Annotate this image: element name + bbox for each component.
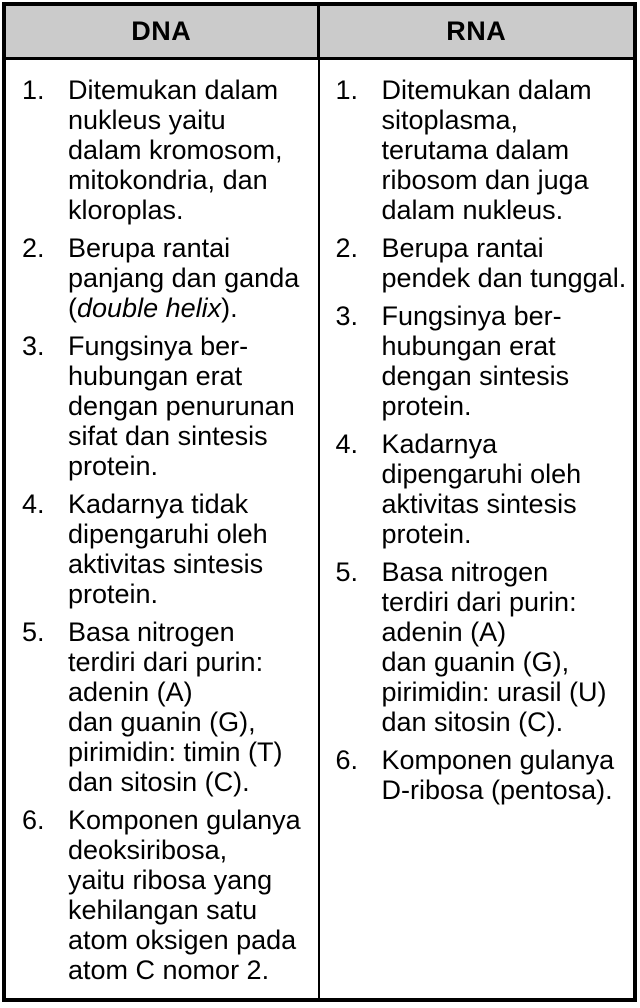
list-item bbox=[22, 617, 314, 797]
item-number: 5. bbox=[335, 557, 359, 587]
item-text bbox=[68, 617, 314, 797]
item-number: 5. bbox=[22, 617, 45, 647]
item-text bbox=[382, 75, 630, 225]
item-number: 4. bbox=[22, 489, 45, 519]
item-line: mitokondria, dan bbox=[68, 165, 268, 195]
item-line: hubungan erat bbox=[68, 361, 243, 391]
rna-column-body bbox=[320, 60, 634, 998]
item-line: sitoplasma, bbox=[381, 105, 519, 135]
item-number: 3. bbox=[22, 331, 45, 361]
item-number: 6. bbox=[22, 805, 45, 835]
column-header-dna: DNA bbox=[6, 6, 320, 57]
item-line: Berupa rantai bbox=[68, 233, 231, 263]
item-line: panjang dan ganda bbox=[68, 263, 300, 293]
item-line: dan guanin (G), bbox=[381, 647, 570, 677]
item-text bbox=[382, 745, 630, 805]
item-line: Basa nitrogen bbox=[381, 557, 549, 587]
item-text bbox=[68, 489, 314, 609]
item-number: 1. bbox=[335, 75, 359, 105]
item-text bbox=[382, 557, 630, 737]
column-header-rna: RNA bbox=[320, 6, 634, 57]
item-text bbox=[68, 805, 314, 985]
item-line: dan sitosin (C). bbox=[68, 767, 250, 797]
item-line: protein. bbox=[68, 451, 159, 481]
item-line: aktivitas sintesis bbox=[68, 549, 264, 579]
item-line: kehilangan satu bbox=[68, 895, 258, 925]
item-line: pendek dan tunggal. bbox=[381, 263, 627, 293]
list-item bbox=[22, 489, 314, 609]
item-line: sifat dan sintesis bbox=[68, 421, 268, 451]
table-body-row bbox=[6, 60, 633, 998]
item-line: terdiri dari purin: bbox=[381, 587, 577, 617]
item-number: 1. bbox=[22, 75, 45, 105]
item-line: pirimidin: timin (T) bbox=[68, 737, 283, 767]
item-line: pirimidin: urasil (U) bbox=[381, 677, 607, 707]
item-line: dan sitosin (C). bbox=[381, 707, 564, 737]
item-text bbox=[382, 233, 630, 293]
item-line: Fungsinya ber- bbox=[68, 331, 249, 361]
item-line: dalam kromosom, bbox=[68, 135, 283, 165]
item-line: D-ribosa (pentosa). bbox=[381, 775, 613, 805]
item-line: protein. bbox=[68, 579, 159, 609]
item-number: 2. bbox=[335, 233, 359, 263]
list-item bbox=[336, 429, 630, 549]
item-text bbox=[68, 233, 314, 323]
list-item bbox=[336, 745, 630, 805]
dna-column-body bbox=[6, 60, 320, 998]
item-line: protein. bbox=[381, 519, 472, 549]
item-number: 4. bbox=[335, 429, 359, 459]
item-line: Ditemukan dalam bbox=[381, 75, 592, 105]
item-line: Basa nitrogen bbox=[68, 617, 235, 647]
item-line: dengan penurunan bbox=[68, 391, 295, 421]
item-line: hubungan erat bbox=[381, 331, 556, 361]
item-text bbox=[382, 429, 630, 549]
item-line: dengan sintesis bbox=[381, 361, 570, 391]
item-line: Berupa rantai bbox=[381, 233, 544, 263]
item-line: Kadarnya bbox=[381, 429, 498, 459]
list-item bbox=[22, 75, 314, 225]
list-item bbox=[22, 805, 314, 985]
list-item bbox=[336, 233, 630, 293]
item-line: dipengaruhi oleh bbox=[381, 459, 582, 489]
item-line: Ditemukan dalam bbox=[68, 75, 279, 105]
item-line: dan guanin (G), bbox=[68, 707, 256, 737]
item-line: ribosom dan juga bbox=[381, 165, 589, 195]
item-line: aktivitas sintesis bbox=[381, 489, 577, 519]
item-number: 2. bbox=[22, 233, 45, 263]
item-text bbox=[68, 75, 314, 225]
item-line: terutama dalam bbox=[381, 135, 570, 165]
item-line: adenin (A) bbox=[381, 617, 507, 647]
item-line: yaitu ribosa yang bbox=[68, 865, 273, 895]
item-line: dalam nukleus. bbox=[381, 195, 564, 225]
item-line: adenin (A) bbox=[68, 677, 193, 707]
item-line: dipengaruhi oleh bbox=[68, 519, 268, 549]
item-line: Komponen gulanya bbox=[381, 745, 615, 775]
item-line: protein. bbox=[381, 391, 472, 421]
table-header-row bbox=[6, 6, 633, 60]
item-line: Fungsinya ber- bbox=[381, 301, 562, 331]
item-text bbox=[382, 301, 630, 421]
list-item bbox=[22, 233, 314, 323]
list-item bbox=[336, 557, 630, 737]
item-text bbox=[68, 331, 314, 481]
item-number: 3. bbox=[335, 301, 359, 331]
item-line: deoksiribosa, bbox=[68, 835, 228, 865]
item-line: atom oksigen pada bbox=[68, 925, 297, 955]
item-line: kloroplas. bbox=[68, 195, 184, 225]
dna-rna-comparison-table bbox=[2, 2, 637, 1002]
list-item bbox=[336, 301, 630, 421]
item-line: (double helix). bbox=[68, 293, 238, 323]
item-line: terdiri dari purin: bbox=[68, 647, 264, 677]
item-line: nukleus yaitu bbox=[68, 105, 226, 135]
item-line: Kadarnya tidak bbox=[68, 489, 249, 519]
list-item bbox=[22, 331, 314, 481]
item-line: Komponen gulanya bbox=[68, 805, 301, 835]
list-item bbox=[336, 75, 630, 225]
item-number: 6. bbox=[335, 745, 359, 775]
item-line: atom C nomor 2. bbox=[68, 955, 270, 985]
